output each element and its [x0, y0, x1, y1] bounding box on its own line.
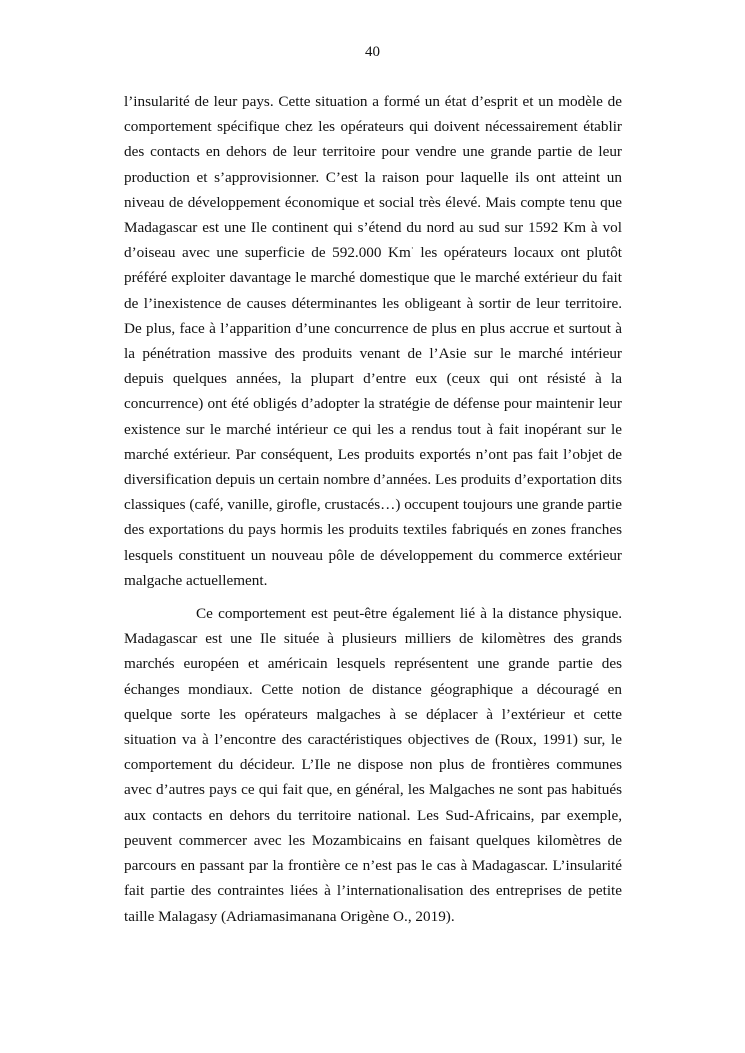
paragraph-1-text-end: les opérateurs locaux ont plutôt préféré exploiter davantage le marché domestique que le marché extérieur du fait de l’inexistence de causes déterminantes les obligeant à sortir de leur territoire. De plus, face à l’apparition d’une concurrence de plus en plus accrue et surtout à la pénétration massive des produits venant de l’Asie sur le marché intérieur depuis quelques années, la plupart d’entre eux (ceux qui ont résisté à la concurrence) ont été obligés d’adopter la stratégie de défense pour maintenir leur existence sur le marché intérieur ce qui les a rendus tout à fait inopérant sur le marché extérieur. Par conséquent, Les produits exportés n’ont pas fait l’objet de diversification depuis un certain nombre d’années. Les produits d’exportation dits classiques (café, vanille, girofle, crustacés…) occupent toujours une grande partie des exportations du pays hormis les produits textiles fabriqués en zones franches lesquels constituent un nouveau pôle de développement du commerce extérieur malgache actuellement.	[124, 244, 623, 589]
paragraph-1	[124, 89, 622, 593]
superscript-mark: ·	[410, 243, 414, 254]
paragraph-2: Ce comportement est peut-être également lié à la distance physique. Madagascar est une Ile située à plusieurs milliers de kilomètres des grands marchés européen et américain lesquels représentent une grande partie des échanges mondiaux. Cette notion de distance géographique a découragé en quelque sorte les opérateurs malgaches à se déplacer à l’extérieur et cette situation va à l’encontre des caractéristiques objectives de (Roux, 1991) sur, le comportement du décideur. L’Ile ne dispose non plus de frontières communes avec d’autres pays ce qui fait que, en général, les Malgaches ne sont pas habitués aux contacts en dehors du territoire national. Les Sud-Africains, par exemple, peuvent commercer avec les Mozambicains en faisant quelques kilomètres de parcours en passant par la frontière ce n’est pas le cas à Madagascar. L’insularité fait partie des contraintes liées à l’internationalisation des entreprises de petite taille Malagasy (Adriamasimanana Origène O., 2019).	[124, 605, 622, 925]
paragraph-1-text-start: l’insularité de leur pays. Cette situation a formé un état d’esprit et un modèle de comportement spécifique chez les opérateurs qui doivent nécessairement établir des contacts en dehors de leur territoire pour vendre une grande partie de leur production et s’approvisionner. C’est la raison pour laquelle ils ont atteint un niveau de développement économique et social très élevé. Mais compte tenu que Madagascar est une Ile continent qui s’étend du nord au sud sur 1592 Km à vol d’oiseau avec une superficie de 592.000 Km	[124, 93, 622, 262]
body-text	[124, 89, 622, 929]
page-number: 40	[365, 44, 380, 60]
